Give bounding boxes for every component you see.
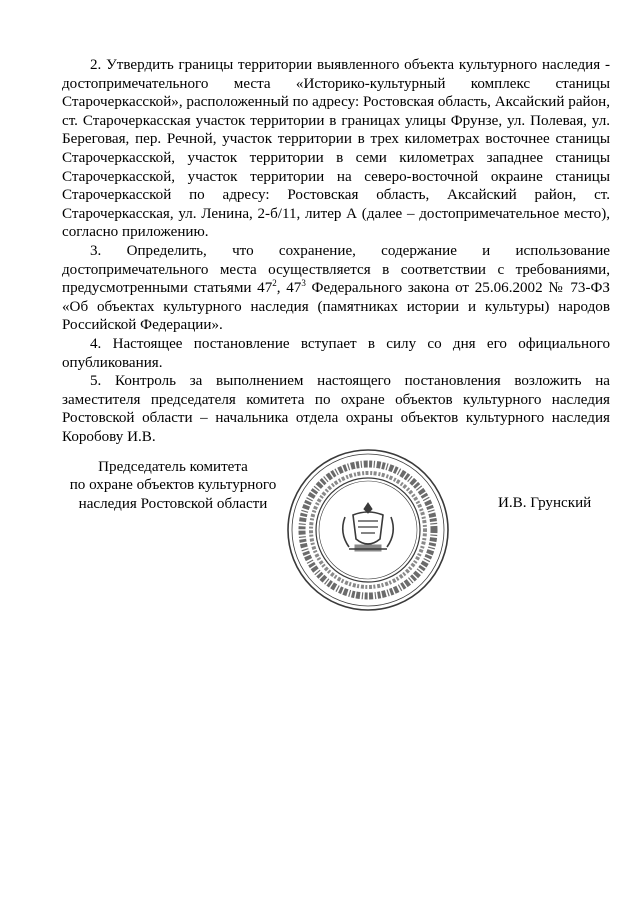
position-line-1: Председатель комитета bbox=[98, 459, 248, 475]
paragraph-3 bbox=[62, 242, 610, 335]
signatory-name: И.В. Грунский bbox=[498, 495, 592, 511]
position-line-2: по охране объектов культурного bbox=[69, 477, 277, 494]
document-body bbox=[62, 56, 610, 446]
superscript-3: 3 bbox=[301, 278, 306, 289]
official-seal bbox=[283, 445, 453, 615]
signatory-position bbox=[54, 458, 292, 513]
paragraph-5: 5. Контроль за выполнением настоящего постановления возложить на заместителя председателя комитета по охране объектов культурного наследия Ростовской области – начальника отдела охраны объектов культурного наследия Коробову И.В. bbox=[62, 373, 610, 445]
paragraph-2: 2. Утвердить границы территории выявленного объекта культурного наследия - достопримечательного места «Историко-культурный комплекс станицы Старочеркасской», расположенный по адресу: Ростовская область, Аксайский район, ст. Старочеркасская участок территории в границах улицы Фрунзе, ул. Полевая, ул. Береговая, пер. Речной, участок территории в трех километрах восточнее станицы Старочеркасской, участок территории в семи километрах западнее станицы Старочеркасской, участок территории на северо-восточной окраине станицы Старочеркасской по адресу: Ростовская область, Аксайский район, ст. Старочеркасская, ул. Ленина, 2-б/11, литер А (далее – достопримечательное место), согласно приложению. bbox=[62, 57, 610, 241]
coat-of-arms-icon bbox=[343, 503, 394, 551]
paragraph-3-part-1: 3. Определить, что сохранение, содержание и использование достопримечательного места осуществляется в соответствии с требованиями, предусмотренными статьями 47 bbox=[62, 242, 610, 297]
paragraph-4: 4. Настоящее постановление вступает в силу со дня его официального опубликования. bbox=[62, 335, 610, 371]
paragraph-3-part-2: , 47 bbox=[276, 280, 302, 297]
superscript-2: 2 bbox=[272, 278, 277, 289]
paragraph-3-part-3: Федерального закона от 25.06.2002 № 73-ФЗ «Об объектах культурного наследия (памятниках истории и культуры) народов Российской Федерации». bbox=[62, 280, 610, 334]
position-line-3: наследия Ростовской области bbox=[78, 495, 268, 512]
